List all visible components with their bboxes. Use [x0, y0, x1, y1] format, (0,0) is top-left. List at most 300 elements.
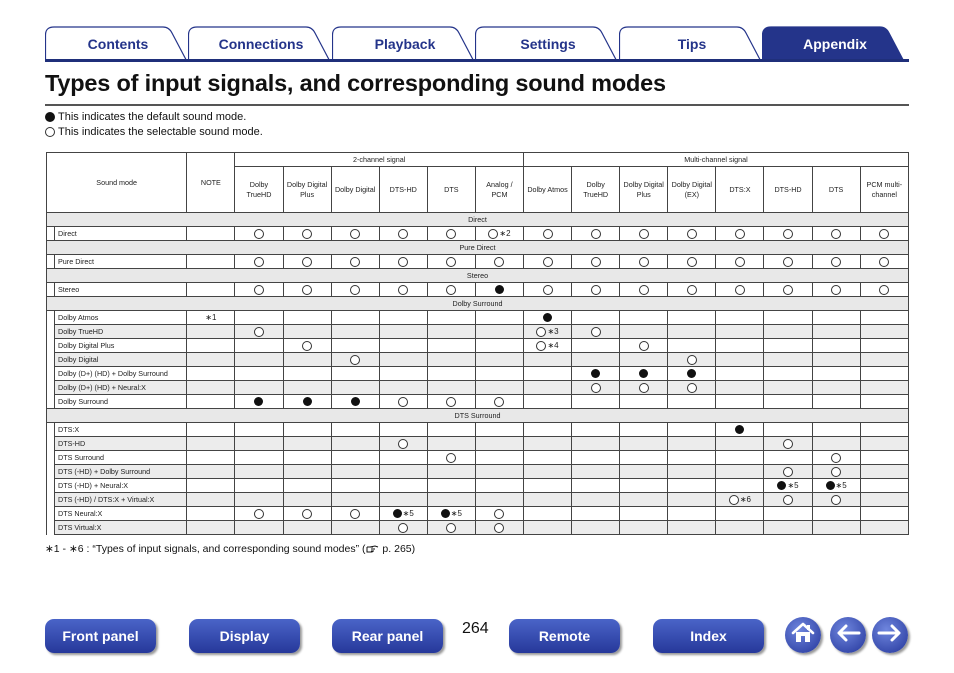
- tab-bar-underline: [45, 59, 909, 62]
- selectable-mode-icon: [350, 257, 360, 267]
- table-row: [47, 507, 909, 521]
- selectable-mode-icon: [687, 229, 697, 239]
- signal-cell: [860, 283, 908, 297]
- signal-cell: [572, 507, 620, 521]
- signal-cell: [331, 493, 379, 507]
- signal-cell: [668, 479, 716, 493]
- index-button[interactable]: Index: [653, 619, 764, 653]
- section-row: [47, 269, 909, 283]
- selectable-mode-icon: [254, 229, 264, 239]
- home-button[interactable]: [785, 617, 821, 653]
- signal-cell: [764, 325, 812, 339]
- table-row: [47, 521, 909, 535]
- signal-cell: [475, 493, 523, 507]
- signal-cell: [475, 367, 523, 381]
- default-mode-icon: [639, 369, 648, 378]
- table-row: [47, 451, 909, 465]
- note-cell: [187, 437, 235, 451]
- signal-cell: [475, 479, 523, 493]
- signal-cell: [475, 451, 523, 465]
- column-header: DTS-HD: [379, 167, 427, 213]
- signal-cell: [812, 493, 860, 507]
- signal-cell: [620, 255, 668, 269]
- indent-cell: [47, 255, 55, 269]
- tab-label: Connections: [218, 36, 304, 52]
- tab-appendix[interactable]: [762, 26, 908, 62]
- signal-cell: [764, 311, 812, 325]
- signal-cell: [235, 493, 283, 507]
- signal-cell: [427, 423, 475, 437]
- signal-cell: [764, 423, 812, 437]
- selectable-mode-icon: [687, 285, 697, 295]
- selectable-mode-icon: [488, 229, 498, 239]
- signal-cell: [620, 507, 668, 521]
- signal-cell: [379, 255, 427, 269]
- signal-cell: [379, 507, 427, 521]
- home-icon: [791, 622, 815, 649]
- signal-cell: [716, 367, 764, 381]
- signal-cell: [427, 521, 475, 535]
- signal-cell: [427, 255, 475, 269]
- signal-cell: [331, 227, 379, 241]
- table-row: [47, 255, 909, 269]
- selectable-mode-icon: [783, 495, 793, 505]
- signal-cell: [331, 451, 379, 465]
- signal-cell: [331, 339, 379, 353]
- signal-cell: [379, 227, 427, 241]
- tab-label: Tips: [677, 36, 707, 52]
- section-label: Direct: [47, 213, 909, 227]
- signal-cell: [812, 311, 860, 325]
- signal-cell: [572, 311, 620, 325]
- signal-cell: [668, 339, 716, 353]
- signal-cell: [283, 521, 331, 535]
- signal-cell: [235, 283, 283, 297]
- signal-cell: [235, 381, 283, 395]
- selectable-mode-icon: [446, 523, 456, 533]
- selectable-mode-icon: [591, 257, 601, 267]
- signal-cell: [716, 437, 764, 451]
- selectable-mode-icon: [639, 257, 649, 267]
- indent-cell: [47, 395, 55, 409]
- sound-mode-name: DTS:X: [55, 423, 187, 437]
- signal-cell: [524, 423, 572, 437]
- page-title: Types of input signals, and corresponding sound modes: [45, 70, 666, 96]
- signal-cell: [764, 381, 812, 395]
- signal-cell: [427, 325, 475, 339]
- selectable-mode-icon: [639, 383, 649, 393]
- signal-cell: [668, 367, 716, 381]
- legend-default-text: This indicates the default sound mode.: [58, 111, 247, 123]
- signal-cell: [283, 423, 331, 437]
- signal-cell: [283, 493, 331, 507]
- signal-cell: [764, 493, 812, 507]
- signal-cell: [812, 437, 860, 451]
- signal-cell: [860, 325, 908, 339]
- signal-cell: [331, 437, 379, 451]
- signal-cell: [379, 521, 427, 535]
- tab-connections[interactable]: [188, 26, 334, 62]
- table-row: [47, 325, 909, 339]
- signal-cell: [235, 227, 283, 241]
- tab-playback[interactable]: [332, 26, 478, 62]
- signal-cell: [860, 311, 908, 325]
- cell-note: ∗6: [739, 495, 751, 505]
- signal-cell: [860, 423, 908, 437]
- signal-cell: [716, 395, 764, 409]
- signal-cell: [475, 311, 523, 325]
- signal-cell: [668, 465, 716, 479]
- indent-cell: [47, 451, 55, 465]
- signal-cell: [235, 465, 283, 479]
- signal-cell: [860, 479, 908, 493]
- indent-cell: [47, 339, 55, 353]
- signal-cell: [620, 521, 668, 535]
- signal-cell: [331, 395, 379, 409]
- rear-panel-button[interactable]: Rear panel: [332, 619, 443, 653]
- selectable-mode-icon: [446, 453, 456, 463]
- signal-cell: [860, 437, 908, 451]
- selectable-mode-icon: [302, 509, 312, 519]
- selectable-mode-icon: [302, 229, 312, 239]
- signal-cell: [716, 381, 764, 395]
- signal-cell: [524, 465, 572, 479]
- signal-cell: [235, 367, 283, 381]
- signal-cell: [475, 339, 523, 353]
- sound-mode-table: [46, 152, 909, 535]
- signal-cell: [716, 493, 764, 507]
- selectable-mode-icon: [446, 397, 456, 407]
- signal-cell: [812, 479, 860, 493]
- default-mode-icon: [303, 397, 312, 406]
- table-row: [47, 479, 909, 493]
- signal-cell: [475, 437, 523, 451]
- selectable-mode-icon: [783, 229, 793, 239]
- signal-cell: [524, 367, 572, 381]
- signal-cell: [620, 493, 668, 507]
- note-cell: [187, 367, 235, 381]
- selectable-mode-icon: [543, 257, 553, 267]
- note-cell: [187, 255, 235, 269]
- signal-cell: [764, 367, 812, 381]
- signal-cell: [283, 381, 331, 395]
- signal-cell: [668, 227, 716, 241]
- signal-cell: [379, 437, 427, 451]
- signal-cell: [572, 395, 620, 409]
- signal-cell: [283, 465, 331, 479]
- sound-mode-name: DTS-HD: [55, 437, 187, 451]
- sound-mode-name: DTS Virtual:X: [55, 521, 187, 535]
- selectable-mode-icon: [302, 341, 312, 351]
- table-row: [47, 339, 909, 353]
- signal-cell: [283, 255, 331, 269]
- column-header: PCM multi-channel: [860, 167, 908, 213]
- signal-cell: [716, 353, 764, 367]
- signal-cell: [716, 479, 764, 493]
- signal-cell: [283, 325, 331, 339]
- selectable-mode-icon: [446, 229, 456, 239]
- default-mode-icon: [393, 509, 402, 518]
- cell-note: ∗2: [499, 229, 511, 239]
- selectable-mode-icon: [398, 229, 408, 239]
- column-header: Dolby Digital: [331, 167, 379, 213]
- signal-cell: [235, 479, 283, 493]
- forward-button[interactable]: [872, 617, 908, 653]
- signal-cell: [283, 479, 331, 493]
- sound-mode-name: Dolby Surround: [55, 395, 187, 409]
- back-button[interactable]: [830, 617, 866, 653]
- indent-cell: [47, 507, 55, 521]
- selectable-mode-icon: [639, 285, 649, 295]
- selectable-mode-icon: [494, 397, 504, 407]
- section-row: [47, 409, 909, 423]
- column-header: Dolby TrueHD: [572, 167, 620, 213]
- selectable-mode-icon: [783, 285, 793, 295]
- selectable-mode-icon: [831, 229, 841, 239]
- sound-mode-name: Dolby (D+) (HD) + Neural:X: [55, 381, 187, 395]
- signal-cell: [524, 325, 572, 339]
- selectable-mode-icon: [687, 383, 697, 393]
- signal-cell: [716, 465, 764, 479]
- signal-cell: [524, 353, 572, 367]
- selectable-mode-icon: [591, 327, 601, 337]
- signal-cell: [764, 255, 812, 269]
- signal-cell: [331, 283, 379, 297]
- selectable-mode-icon: [350, 509, 360, 519]
- page-reference-link[interactable]: p. 265): [379, 543, 416, 555]
- signal-cell: [331, 507, 379, 521]
- note-header: NOTE: [187, 153, 235, 213]
- page-number: 264: [462, 620, 489, 637]
- note-cell: [187, 227, 235, 241]
- selectable-mode-icon: [494, 509, 504, 519]
- arrow-left-icon: [835, 623, 861, 648]
- note-cell: [187, 423, 235, 437]
- selectable-mode-icon: [591, 383, 601, 393]
- indent-cell: [47, 353, 55, 367]
- signal-cell: [572, 437, 620, 451]
- selectable-mode-icon: [350, 285, 360, 295]
- sound-mode-name: DTS (-HD) + Neural:X: [55, 479, 187, 493]
- signal-cell: [572, 493, 620, 507]
- table-row: [47, 381, 909, 395]
- signal-cell: [283, 311, 331, 325]
- signal-cell: [235, 339, 283, 353]
- tab-bar: [45, 26, 909, 62]
- selectable-mode-icon: [398, 523, 408, 533]
- signal-cell: [524, 507, 572, 521]
- signal-cell: [379, 395, 427, 409]
- signal-cell: [668, 255, 716, 269]
- signal-cell: [331, 353, 379, 367]
- signal-cell: [524, 493, 572, 507]
- default-mode-icon: [591, 369, 600, 378]
- signal-cell: [812, 507, 860, 521]
- indent-cell: [47, 311, 55, 325]
- signal-cell: [860, 255, 908, 269]
- signal-cell: [572, 465, 620, 479]
- signal-cell: [524, 339, 572, 353]
- signal-cell: [572, 381, 620, 395]
- signal-cell: [235, 507, 283, 521]
- footnote-text: ∗1 - ∗6 : “Types of input signals, and corresponding sound modes” (: [45, 543, 366, 555]
- indent-cell: [47, 493, 55, 507]
- signal-cell: [524, 521, 572, 535]
- signal-cell: [572, 227, 620, 241]
- signal-cell: [812, 325, 860, 339]
- selectable-mode-icon: [350, 355, 360, 365]
- selectable-mode-icon: [735, 285, 745, 295]
- indent-cell: [47, 437, 55, 451]
- signal-cell: [764, 451, 812, 465]
- signal-cell: [716, 255, 764, 269]
- signal-cell: [524, 381, 572, 395]
- signal-cell: [379, 311, 427, 325]
- signal-cell: [379, 451, 427, 465]
- signal-cell: [860, 367, 908, 381]
- default-mode-icon: [495, 285, 504, 294]
- signal-cell: [620, 353, 668, 367]
- note-cell: ∗1: [187, 311, 235, 325]
- signal-cell: [427, 353, 475, 367]
- indent-cell: [47, 423, 55, 437]
- selectable-mode-icon: [591, 229, 601, 239]
- indent-cell: [47, 283, 55, 297]
- signal-cell: [331, 465, 379, 479]
- selectable-mode-icon: [831, 257, 841, 267]
- signal-cell: [620, 283, 668, 297]
- selectable-mode-icon: [831, 467, 841, 477]
- display-button[interactable]: Display: [189, 619, 300, 653]
- selectable-mode-icon: [536, 327, 546, 337]
- column-header: Dolby TrueHD: [235, 167, 283, 213]
- signal-cell: [860, 465, 908, 479]
- signal-cell: [572, 521, 620, 535]
- signal-cell: [812, 283, 860, 297]
- table-row: [47, 423, 909, 437]
- selectable-mode-icon: [494, 257, 504, 267]
- selectable-mode-icon: [254, 285, 264, 295]
- signal-cell: [524, 451, 572, 465]
- sound-mode-name: Direct: [55, 227, 187, 241]
- signal-cell: [764, 395, 812, 409]
- selectable-mode-icon: [783, 439, 793, 449]
- legend-selectable: [45, 126, 263, 138]
- multi-channel-header: Multi-channel signal: [524, 153, 909, 167]
- signal-cell: [524, 311, 572, 325]
- section-label: Pure Direct: [47, 241, 909, 255]
- default-mode-icon: [735, 425, 744, 434]
- signal-cell: [379, 353, 427, 367]
- two-channel-header: 2-channel signal: [235, 153, 524, 167]
- sound-mode-name: DTS (-HD) / DTS:X + Virtual:X: [55, 493, 187, 507]
- section-row: [47, 297, 909, 311]
- signal-cell: [427, 311, 475, 325]
- note-cell: [187, 395, 235, 409]
- indent-cell: [47, 479, 55, 493]
- signal-cell: [860, 521, 908, 535]
- signal-cell: [764, 521, 812, 535]
- signal-cell: [716, 283, 764, 297]
- selectable-mode-icon: [494, 523, 504, 533]
- selectable-mode-icon: [543, 285, 553, 295]
- signal-cell: [475, 465, 523, 479]
- selectable-mode-icon: [831, 285, 841, 295]
- sound-mode-name: Dolby Digital Plus: [55, 339, 187, 353]
- signal-cell: [620, 339, 668, 353]
- signal-cell: [283, 451, 331, 465]
- selectable-mode-icon: [783, 467, 793, 477]
- note-cell: [187, 381, 235, 395]
- tab-settings[interactable]: [475, 26, 621, 62]
- signal-cell: [668, 451, 716, 465]
- sound-mode-name: DTS (-HD) + Dolby Surround: [55, 465, 187, 479]
- signal-cell: [427, 437, 475, 451]
- column-header: Dolby Digital Plus: [283, 167, 331, 213]
- signal-cell: [379, 325, 427, 339]
- tab-tips[interactable]: [619, 26, 765, 62]
- signal-cell: [235, 423, 283, 437]
- signal-cell: [668, 325, 716, 339]
- signal-cell: [620, 479, 668, 493]
- table-row: [47, 353, 909, 367]
- signal-cell: [572, 353, 620, 367]
- selectable-mode-icon: [302, 285, 312, 295]
- note-cell: [187, 353, 235, 367]
- open-circle-icon: [45, 127, 55, 137]
- signal-cell: [572, 283, 620, 297]
- front-panel-button[interactable]: Front panel: [45, 619, 156, 653]
- signal-cell: [283, 437, 331, 451]
- indent-cell: [47, 325, 55, 339]
- indent-cell: [47, 465, 55, 479]
- signal-cell: [620, 451, 668, 465]
- signal-cell: [379, 423, 427, 437]
- signal-cell: [716, 521, 764, 535]
- signal-cell: [860, 493, 908, 507]
- signal-cell: [812, 367, 860, 381]
- signal-cell: [812, 381, 860, 395]
- signal-cell: [764, 465, 812, 479]
- signal-cell: [475, 381, 523, 395]
- cell-note: ∗5: [450, 509, 462, 519]
- filled-circle-icon: [45, 112, 55, 122]
- signal-cell: [524, 395, 572, 409]
- signal-cell: [620, 395, 668, 409]
- signal-cell: [427, 367, 475, 381]
- signal-cell: [860, 381, 908, 395]
- column-header: Analog / PCM: [475, 167, 523, 213]
- selectable-mode-icon: [350, 229, 360, 239]
- signal-cell: [235, 311, 283, 325]
- signal-cell: [235, 521, 283, 535]
- signal-cell: [764, 283, 812, 297]
- signal-cell: [812, 451, 860, 465]
- tab-contents[interactable]: [45, 26, 191, 62]
- section-label: Stereo: [47, 269, 909, 283]
- remote-button[interactable]: Remote: [509, 619, 620, 653]
- signal-cell: [860, 339, 908, 353]
- selectable-mode-icon: [783, 257, 793, 267]
- signal-cell: [475, 325, 523, 339]
- selectable-mode-icon: [254, 509, 264, 519]
- selectable-mode-icon: [446, 285, 456, 295]
- column-header: Dolby Atmos: [524, 167, 572, 213]
- signal-cell: [620, 381, 668, 395]
- selectable-mode-icon: [639, 229, 649, 239]
- signal-cell: [475, 227, 523, 241]
- column-header: DTS: [427, 167, 475, 213]
